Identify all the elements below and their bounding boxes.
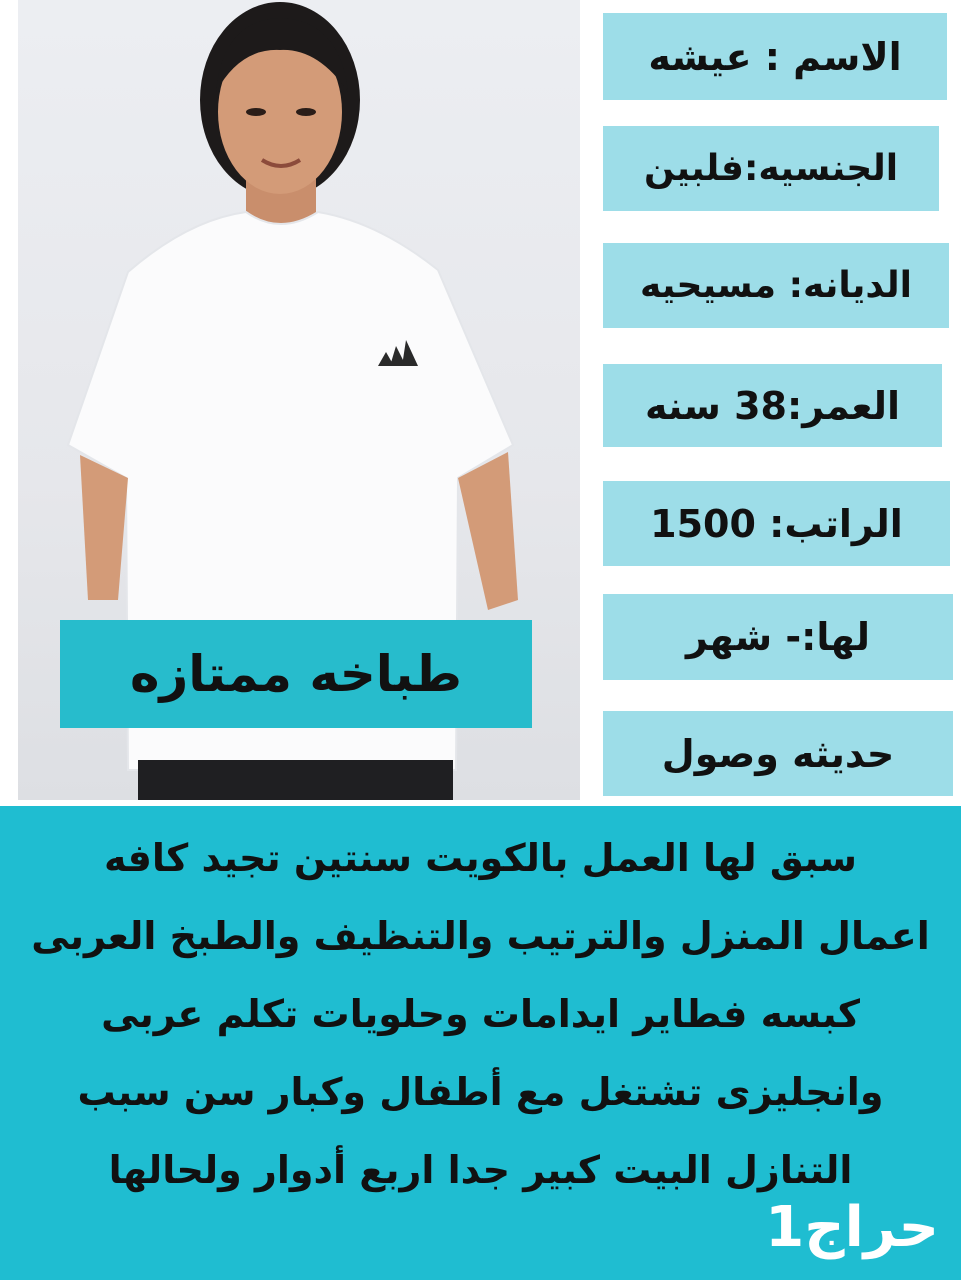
age-card (603, 364, 942, 447)
skill-tag-text: طباخه ممتازه (130, 645, 463, 703)
description-line: اعمال المنزل والترتيب والتنظيف والطبخ العربى (31, 914, 930, 958)
description-line: كبسه فطاير ايدامات وحلويات تكلم عربى (101, 992, 860, 1036)
nationality-card (603, 126, 939, 211)
description-line: التنازل البيت كبير جدا اربع أدوار ولحالها (108, 1148, 853, 1192)
salary-card (603, 481, 950, 566)
name-text: الاسم : عيشه (648, 34, 902, 79)
nationality-text: الجنسيه:فلبين (643, 147, 899, 189)
arrival-text: حديثه وصول (661, 731, 895, 776)
description-line: وانجليزى تشتغل مع أطفال وكبار سن سبب (77, 1070, 884, 1114)
religion-card (603, 243, 949, 328)
description-panel (0, 806, 961, 1280)
description-line: سبق لها العمل بالكويت سنتين تجيد كافه (103, 836, 857, 880)
experience-card (603, 594, 953, 680)
skill-tag (60, 620, 532, 728)
salary-text: الراتب: 1500 (650, 501, 903, 546)
age-text: العمر:38 سنه (644, 383, 901, 428)
experience-text: لها:- شهر (686, 615, 870, 659)
arrival-card (603, 711, 953, 796)
religion-text: الديانه: مسيحيه (639, 264, 913, 306)
watermark-text: حراج1 (765, 1195, 939, 1260)
name-card (603, 13, 947, 100)
